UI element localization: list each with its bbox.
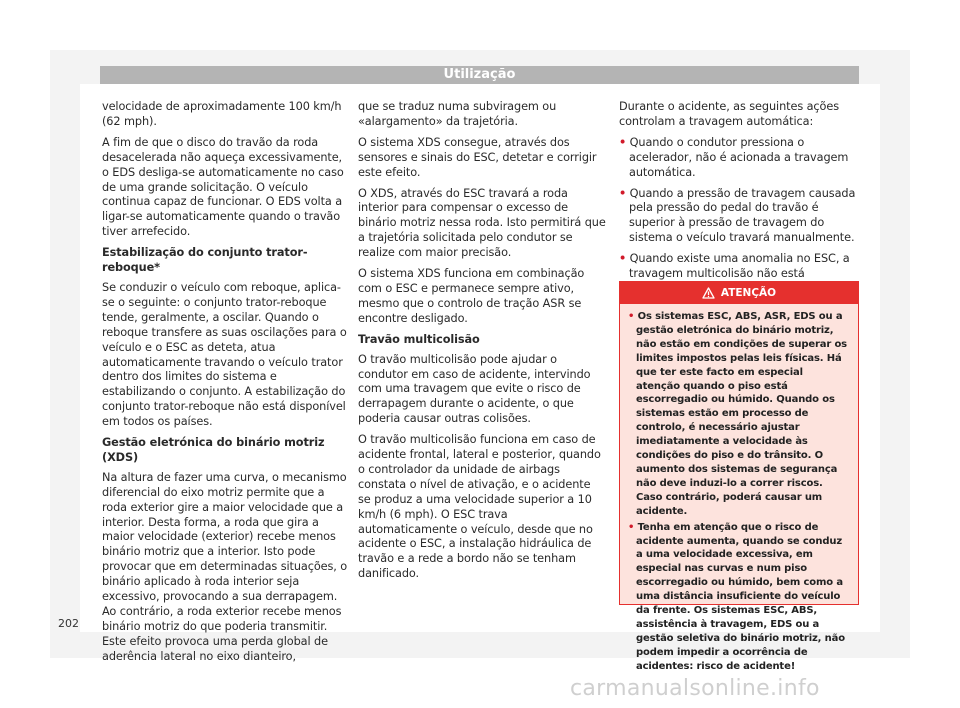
warning-triangle-icon [702, 287, 715, 299]
column-right [619, 100, 860, 303]
paragraph: velocidade de aproximadamente 100 km/h (62 mph). [102, 100, 342, 128]
paragraph: O travão multicolisão pode ajudar o condutor em caso de acidente, intervindo com uma travagem que evite o risco de derrapagem durante o acidente, o que poderia causar outras colisões. [358, 352, 591, 426]
paragraph: que se traduz numa subviragem ou «alargamento» da trajetória. [358, 100, 557, 128]
bullet-icon: • [619, 186, 627, 200]
warning-header [620, 282, 858, 304]
list-item: • Quando a pressão de travagem causada pela pressão do pedal do travão é superior à pressão de travagem do sistema o veículo travará manualmente. [619, 186, 856, 245]
paragraph: O XDS, através do ESC travará a roda interior para compensar o excesso de binário motriz nessa roda. Isto permitirá que a trajetória solicitada pelo condutor se realize com maior precisão. [358, 186, 606, 260]
column-middle [358, 100, 606, 588]
paragraph: O sistema XDS consegue, através dos sensores e sinais do ESC, detetar e corrigir este efeito. [358, 135, 597, 179]
paragraph: Durante o acidente, as seguintes ações controlam a travagem automática: [619, 100, 839, 128]
subheading-multicollision-brake: Travão multicolisão [358, 332, 480, 346]
paragraph: Na altura de fazer uma curva, o mecanismo diferencial do eixo motriz permite que a roda exterior gire a maior velocidade que a interior. Desta forma, a roda que gira a maior velocidade (exterior) recebe menos binário motriz que a interior. Isto pode provocar que em determinadas situações, o binário aplicado à roda interior seja excessivo, provocando a sua derrapagem. Ao contrário, a roda exterior recebe menos binário motriz do que poderia transmitir. Este efeito provoca uma perda global de aderência lateral no eixo dianteiro, [102, 470, 348, 663]
bullet-icon: • [619, 135, 627, 149]
list-item: • Os sistemas ESC, ABS, ASR, EDS ou a gestão eletrónica do binário motriz, não estão em condições de superar os limites impostos pelas leis físicas. Há que ter este facto em especial atenção quando o piso está escorregadio ou húmido. Quando os sistemas estão em processo de controlo, é necessário ajustar imediatamente a velocidade às condições do piso e do trânsito. O aumento dos sistemas de segurança não deve induzi-lo a correr riscos. Caso contrário, poderá causar um acidente. [628, 311, 847, 517]
list-item: • Quando existe uma anomalia no ESC, a travagem multicolisão não está [619, 252, 850, 281]
column-left [102, 100, 348, 671]
paragraph: A fim de que o disco do travão da roda desacelerada não aqueça excessivamente, o EDS desliga-se automaticamente no caso de uma grande solicitação. O veículo continua capaz de funcionar. O EDS volta a ligar-se automaticamente quando o travão tiver arrefecido. [102, 135, 344, 239]
bullet-icon: • [628, 521, 635, 533]
list-item: • Tenha em atenção que o risco de acidente aumenta, quando se conduz a uma velocidade excessiva, em especial nas curvas e num piso escorregadio ou húmido, bem como a uma distância insuficiente do veículo da frente. Os sistemas ESC, ABS, assistência à travagem, EDS ou a gestão seletiva do binário motriz, não podem impedir a ocorrência de acidentes: risco de acidente! [628, 521, 845, 672]
bullet-icon: • [628, 311, 635, 322]
page-number: 202 [58, 617, 79, 630]
warning-title: ATENÇÃO [720, 287, 777, 299]
paragraph: O travão multicolisão funciona em caso de acidente frontal, lateral e posterior, quando o controlador da unidade de airbags constata o nível de ativação, e o acidente se produz a uma velocidade superior a 10 km/h (6 mph). O ESC trava automaticamente o veículo, desde que no acidente o ESC, a instalação hidráulica de travão e a rede a bordo não se tenham danificado. [358, 433, 601, 581]
subheading-xds: Gestão eletrónica do binário motriz (XDS) [102, 436, 325, 464]
paragraph: O sistema XDS funciona em combinação com o ESC e permanece sempre ativo, mesmo que o controlo de tração ASR se encontre desligado. [358, 267, 585, 325]
paragraph: Se conduzir o veículo com reboque, aplica-se o seguinte: o conjunto trator-reboque tende, geralmente, a oscilar. Quando o reboque transfere as suas oscilações para o veículo e o ESC as deteta, atua automaticamente travando o veículo trator dentro dos limites do sistema e estabilizando o conjunto. A estabilização do conjunto trator-reboque não está disponível em todos os países. [102, 280, 347, 429]
warning-box [619, 281, 859, 672]
list-item: • Quando o condutor pressiona o acelerador, não é acionada a travagem automática. [619, 135, 849, 179]
section-header: Utilização [100, 66, 859, 84]
watermark: carmanualsonline.info [570, 676, 820, 701]
subheading-trailer-stabilization: Estabilização do conjunto trator-reboque* [102, 246, 308, 275]
warning-body [620, 304, 858, 674]
bullet-icon: • [619, 252, 627, 266]
